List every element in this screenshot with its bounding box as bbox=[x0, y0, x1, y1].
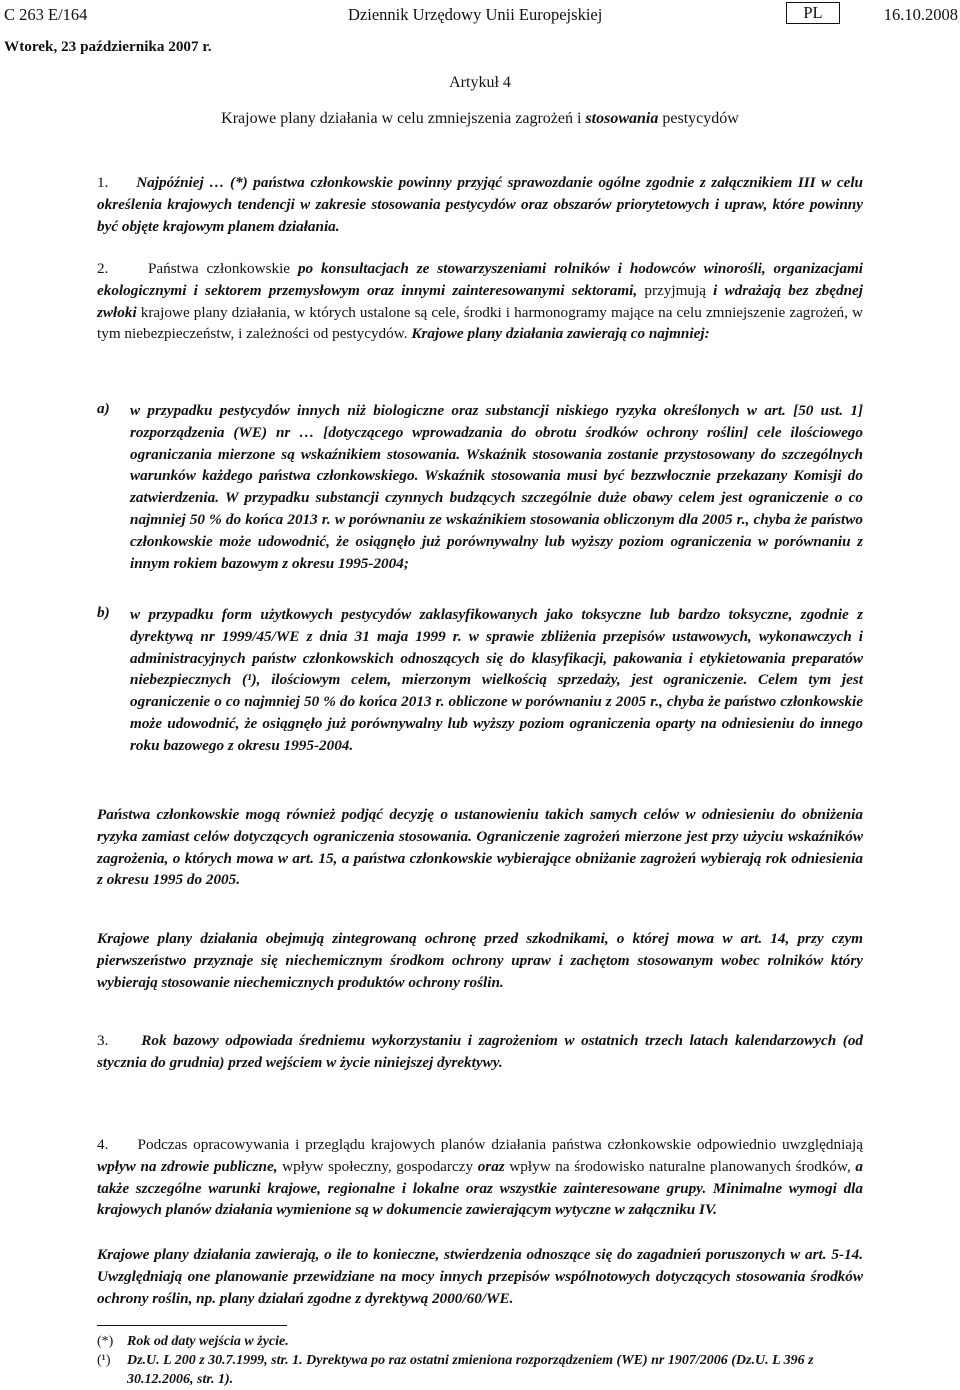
sitting-date: Wtorek, 23 października 2007 r. bbox=[4, 38, 212, 55]
paragraph-3-text: Rok bazowy odpowiada średniemu wykorzystaniu i zagrożeniom w ostatnich trzech latach kalendarzowych (od stycznia do grudnia) przed wejściem w życie niniejszej dyrektywy. bbox=[97, 1032, 864, 1071]
paragraph-2-text-2: po konsultacjach ze stowarzyszeniami rolników i hodowców winorośli, organizacjami ekologicznymi i sektorem przemysłowym oraz innymi zainteresowanymi sektorami, bbox=[97, 260, 863, 299]
page-header bbox=[0, 5, 960, 27]
language-box: PL bbox=[786, 2, 840, 24]
journal-title: Dziennik Urzędowy Unii Europejskiej bbox=[348, 5, 603, 24]
paragraph-1 bbox=[97, 172, 863, 237]
footnote-mark: (¹) bbox=[97, 1353, 111, 1368]
oj-reference: C 263 E/164 bbox=[4, 5, 88, 24]
footnote bbox=[97, 1332, 863, 1351]
paragraph-3 bbox=[97, 1030, 863, 1074]
paragraph-2-number: 2. bbox=[97, 260, 109, 277]
paragraph-2-text-1: Państwa członkowskie bbox=[147, 260, 298, 277]
article-title: Artykuł 4 bbox=[449, 74, 511, 91]
paragraph-4-text-5: wpływ na środowisko naturalne planowanych środków, bbox=[504, 1157, 856, 1175]
paragraph-4-text-6: a także szczególne warunki krajowe, regionalne i lokalne oraz wszystkie zainteresowane grupy. Minimalne wymogi dla krajowych planów działania wymienione są w dokumencie zawierającym wytyczne w załączniku IV. bbox=[97, 1157, 863, 1219]
point-b-label: b) bbox=[97, 604, 110, 621]
paragraph-4-text-3: wpływ społeczny, gospodarczy bbox=[277, 1157, 478, 1175]
paragraph-integrated-protection: Krajowe plany działania obejmują zintegrowaną ochronę przed szkodnikami, o której mowa w art. 14, przy czym pierwszeństwo przyznaje się niechemicznym środkom ochrony upraw i zachętom stosowanym wobec rolników który wybierają stosowanie niechemicznych produktów ochrony roślin. bbox=[97, 930, 863, 991]
paragraph-2 bbox=[97, 258, 863, 345]
paragraph-1-number: 1. bbox=[97, 174, 109, 191]
footnote-text: Rok od daty wejścia w życie. bbox=[127, 1334, 289, 1349]
paragraph-risk-reduction: Państwa członkowskie mogą również podjąć decyzję o ustanowieniu takich samych celów w odniesieniu do obniżenia ryzyka zamiast celów dotyczących ograniczenia stosowania. Ograniczenie zagrożeń mierzone jest przy użyciu wskaźników zagrożenia, o których mowa w art. 15, a państwa członkowskie wybierające obniżanie zagrożeń wybierają rok odniesienia z okresu 1995 do 2005. bbox=[97, 806, 863, 889]
article-subtitle bbox=[0, 110, 960, 128]
point-a-text: w przypadku pestycydów innych niż biologiczne oraz substancji niskiego ryzyka określonych w art. [50 ust. 1] rozporządzenia (WE) nr … [dotyczącego wprowadzania do obrotu środków ochrony roślin] cele ilościowego ograniczania mierzone są wskaźnikiem stosowania. Wskaźnik stosowania zostanie przystosowany do szczególnych warunków każdego państwa członkowskiego. Wskaźnik stosowania musi być bezzwłocznie przekazany Komisji do zatwierdzenia. W przypadku substancji czynnych budzących szczególnie duże obawy celem jest ograniczenie o co najmniej 50 % do końca 2013 r. w porównaniu ze wskaźnikiem stosowania obliczonym dla 2005 r., chyba że państwo członkowskie może udowodnić, że osiągnęło już porównywalny lub wyższy poziom ograniczenia w porównaniu z innym rokiem bazowym z okresu 1995-2004; bbox=[130, 402, 863, 572]
paragraph-1-text: Najpóźniej … (*) państwa członkowskie powinny przyjąć sprawozdanie ogólne zgodnie z załącznikiem III w celu określenia krajowych tendencji w zakresie stosowania pestycydów oraz obszarów priorytetowych i upraw, które powinny być objęte krajowym planem działania. bbox=[97, 174, 863, 235]
paragraph-3-number: 3. bbox=[97, 1032, 109, 1049]
point-b-text: w przypadku form użytkowych pestycydów zaklasyfikowanych jako toksyczne lub bardzo toksyczne, zgodnie z dyrektywą nr 1999/45/WE z dnia 31 maja 1999 r. w sprawie zbliżenia przepisów ustawowych, wykonawczych i administracyjnych państw członkowskich odnoszących się do klasyfikacji, pakowania i etykietowania preparatów niebezpiecznych (¹), ilościowym celem, mierzonym wielkością sprzedaży, jest ograniczenie. Celem tym jest ograniczenie o co najmniej 50 % do końca 2013 r. obliczone w porównaniu z 2005 r., chyba że państwo członkowskie może udowodnić, że osiągnęło już porównywalny lub wyższy poziom ograniczenia oparty na odniesieniu do innego roku bazowego z okresu 1995-2004. bbox=[130, 606, 863, 754]
footnotes bbox=[97, 1332, 863, 1389]
paragraph-2-text-4: i wdrażają bez zbędnej zwłoki bbox=[97, 281, 863, 321]
subtitle-part-3: pestycydów bbox=[658, 110, 739, 127]
footnote-mark: (*) bbox=[97, 1334, 114, 1349]
publication-date: 16.10.2008 bbox=[883, 5, 958, 24]
footnote-separator bbox=[97, 1325, 287, 1326]
paragraph-4-number: 4. bbox=[97, 1136, 109, 1153]
paragraph-4 bbox=[97, 1134, 863, 1221]
paragraph-2-text-6: Krajowe plany działania zawierają co najmniej: bbox=[411, 325, 710, 343]
paragraph-2-text-5: krajowe plany działania, w których ustalone są cele, środki i harmonogramy mające na celu zmniejszenie zagrożeń, w tym niebezpieczeństw, i zależności od pestycydów. bbox=[97, 303, 863, 343]
paragraph-2-text-3: przyjmują bbox=[637, 281, 714, 299]
footnote bbox=[97, 1351, 863, 1389]
footnote-text: Dz.U. L 200 z 30.7.1999, str. 1. Dyrektywa po raz ostatni zmieniona rozporządzeniem (WE) nr 1907/2006 (Dz.U. L 396 z 30.12.2006, str. 1). bbox=[127, 1353, 814, 1387]
paragraph-4-text-2: wpływ na zdrowie publiczne, bbox=[97, 1157, 278, 1175]
point-a-label: a) bbox=[97, 400, 110, 417]
paragraph-plan-contents: Krajowe plany działania zawierają, o ile to konieczne, stwierdzenia odnoszące się do zagadnień poruszonych w art. 5-14. Uwzględniają one planowanie przewidziane na mocy innych przepisów wspólnotowych dotyczących stosowania środków ochrony roślin, np. plany działań zgodne z dyrektywą 2000/60/WE. bbox=[97, 1246, 863, 1307]
subtitle-part-1: Krajowe plany działania w celu zmniejszenia zagrożeń i bbox=[221, 110, 586, 127]
subtitle-part-2: stosowania bbox=[585, 110, 659, 127]
paragraph-4-text-4: oraz bbox=[477, 1157, 505, 1175]
paragraph-4-text-1: Podczas opracowywania i przeglądu krajowych planów działania państwa członkowskie odpowiednio uwzględniają bbox=[137, 1136, 863, 1153]
